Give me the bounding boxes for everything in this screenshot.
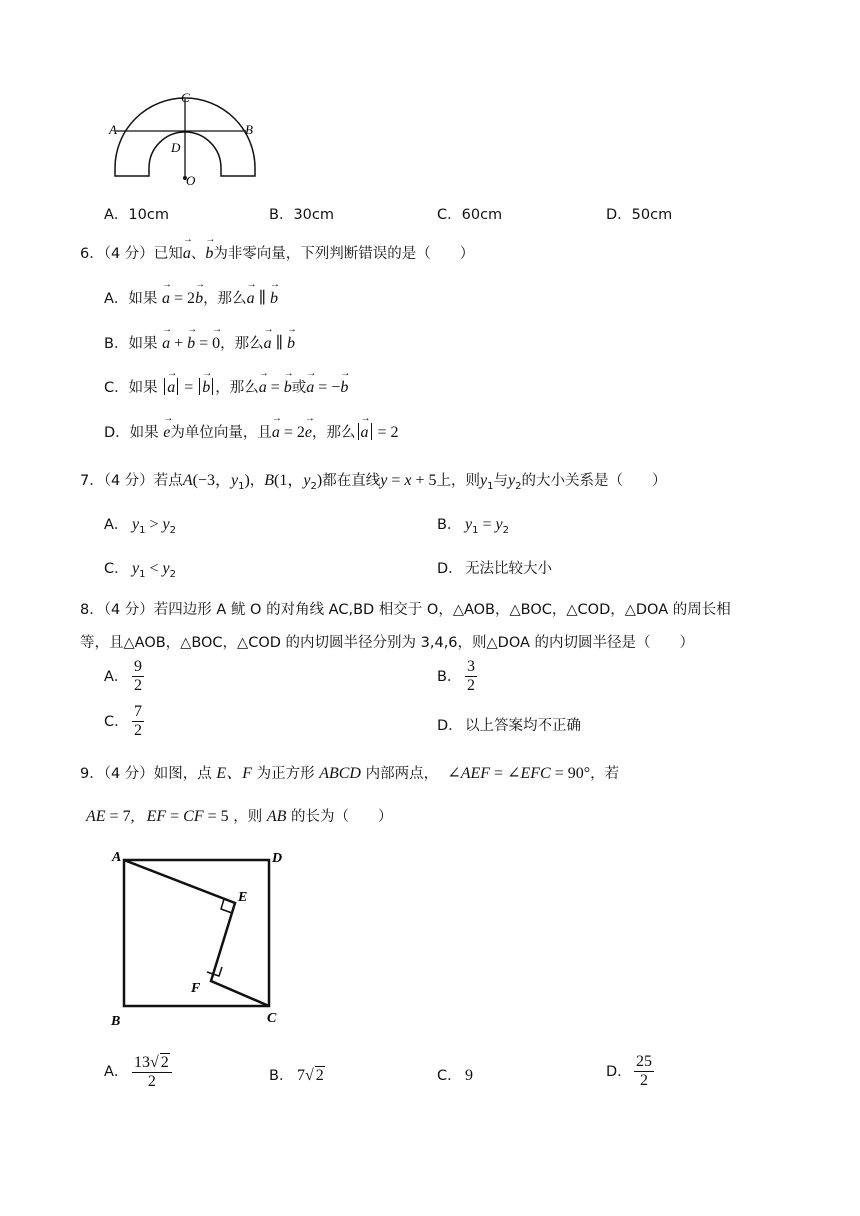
q5-option-b[interactable]: B．30cm <box>269 207 335 223</box>
q9-option-b[interactable]: B． 7√ 2 <box>269 1067 324 1084</box>
q8-option-a[interactable]: A． $\frac{9}{2}$ <box>104 658 142 695</box>
q9-stem-line1: 9．（4 分）如图，点 E、F 为正方形 ABCD 内部两点， ∠AEF = ∠EFC = 90°，若 <box>80 765 620 782</box>
q5-option-d[interactable]: D．50cm <box>606 207 673 223</box>
q9-option-d[interactable]: D． $\frac{25}{2}$ <box>606 1053 652 1090</box>
label-B: B <box>111 1014 121 1029</box>
q6-stem: 6．（4 分）已知→ a、→ b为非零向量，下列判断错误的是（ ） <box>80 242 474 263</box>
label-C: C <box>181 90 190 105</box>
q6-option-a[interactable]: A．如果 → a = 2→ b，那么→ a ∥ → b <box>104 287 278 308</box>
q7-option-c[interactable]: C． $y_1 < y_2$ <box>104 560 176 580</box>
label-F: F <box>191 981 201 996</box>
label-B: B <box>245 122 253 137</box>
figure-semicircle-ring <box>100 88 270 188</box>
q5-option-a[interactable]: A．10cm <box>104 207 169 223</box>
label-C: C <box>267 1011 277 1026</box>
label-A: A <box>112 850 122 865</box>
q8-stem-line1: 8．（4 分）若四边形 A 鱿 O 的对角线 AC,BD 相交于 O，△AOB，△BOC，△COD，△DOA 的周长相 <box>80 602 731 618</box>
q8-stem-line2: 等，且△AOB，△BOC，△COD 的内切圆半径分别为 3,4,6，则△DOA 的内切圆半径是（ ） <box>80 635 695 651</box>
q9-option-a[interactable]: A． $\frac{13√ 2}{2}$ <box>104 1053 172 1092</box>
label-E: E <box>238 890 248 905</box>
q7-option-d[interactable]: D． 无法比较大小 <box>437 561 552 577</box>
q6-option-d[interactable]: D．如果 → e为单位向量，且→ a = 2→ e，那么→ a = 2 <box>104 421 399 442</box>
figure-square-abcd <box>105 845 295 1030</box>
label-D: D <box>272 851 283 866</box>
q7-option-b[interactable]: B． $y_1 = y_2$ <box>437 516 509 536</box>
q9-stem-line2: AE = 7, EF = CF = 5 ，则 AB 的长为（ ） <box>86 808 393 825</box>
q5-option-c[interactable]: C．60cm <box>437 207 503 223</box>
q8-option-d[interactable]: D． 以上答案均不正确 <box>437 718 581 734</box>
q7-stem: 7．（4 分）若点A(−3，$y_1$)，B(1，$y_2$)都在直线y = x + 5上，则$y_1$与$y_2$的大小关系是（ ） <box>80 472 667 492</box>
label-D: D <box>171 140 181 155</box>
q6-option-c[interactable]: C．如果 → a = → b ，那么→ a = → b或→ a = −→ b <box>104 376 348 397</box>
label-A: A <box>109 122 117 137</box>
q9-option-c[interactable]: C． 9 <box>437 1067 473 1084</box>
q8-option-c[interactable]: C． $\frac{7}{2}$ <box>104 703 142 740</box>
q8-option-b[interactable]: B． $\frac{3}{2}$ <box>437 658 475 695</box>
label-O: O <box>186 173 196 188</box>
q7-option-a[interactable]: A． $y_1 > y_2$ <box>104 516 176 536</box>
q6-option-b[interactable]: B．如果 → a + → b = → 0，那么→ a ∥ → b <box>104 332 295 353</box>
